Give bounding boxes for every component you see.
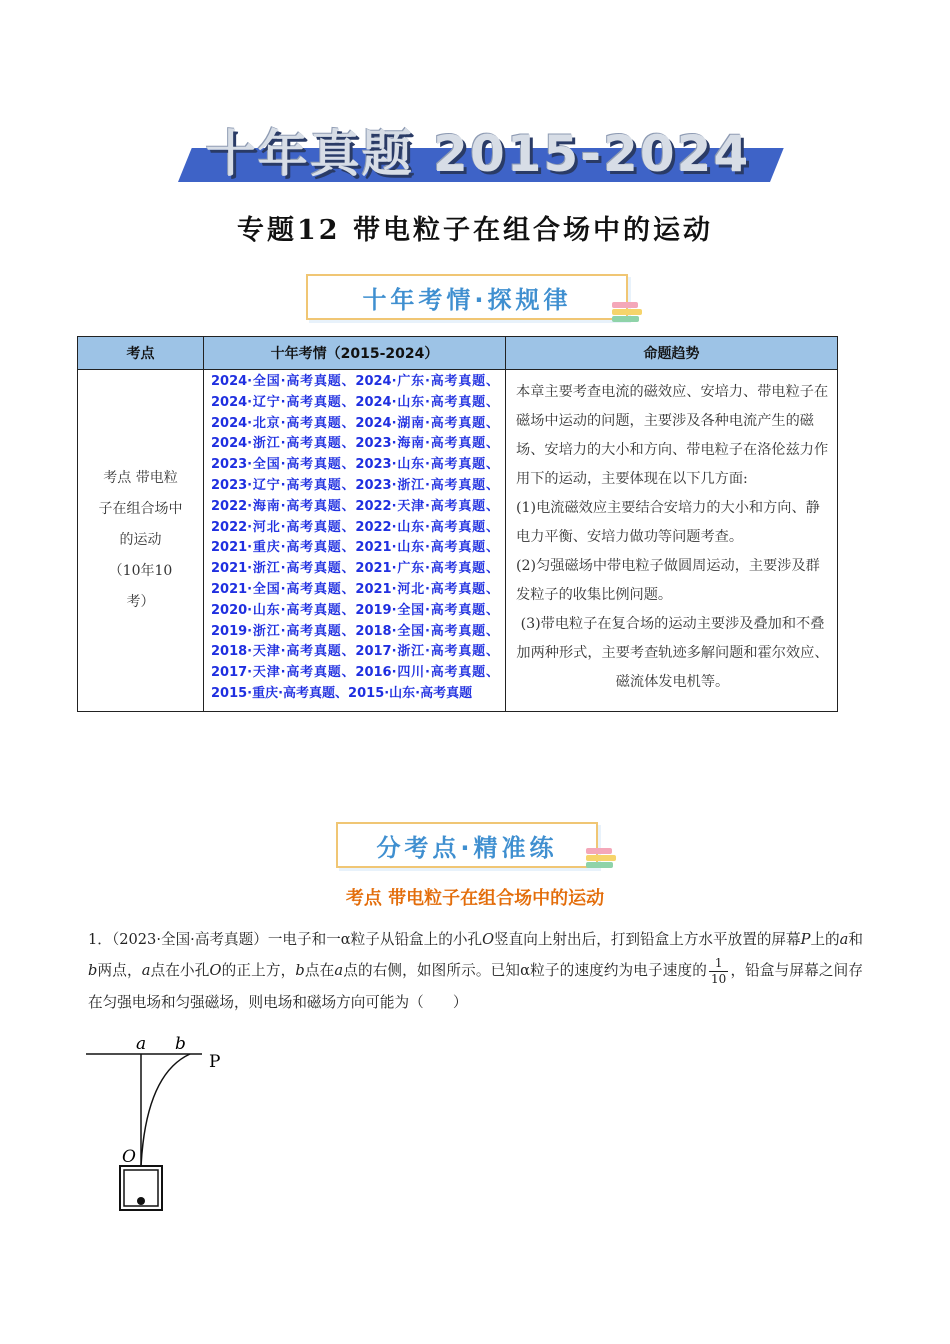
trend-cell bbox=[506, 370, 838, 712]
kaodian-line: 考） bbox=[126, 594, 155, 610]
page-title: 专题12 带电粒子在组合场中的运动 bbox=[237, 215, 713, 246]
books-icon bbox=[612, 302, 642, 324]
kaodian-line: 子在组合场中 bbox=[98, 501, 183, 517]
question-text: 的正上方， bbox=[221, 962, 296, 979]
var-b: b bbox=[88, 962, 98, 979]
table-header-row bbox=[78, 337, 838, 370]
section-heading-trend bbox=[306, 274, 628, 320]
question-text: 和 bbox=[848, 931, 863, 948]
question-1 bbox=[88, 924, 863, 1018]
kaodian-line: 的运动 bbox=[119, 532, 162, 548]
question-text: 点在小孔 bbox=[150, 962, 210, 979]
trend-point-2: (2)匀强磁场中带电粒子做圆周运动，主要涉及群发粒子的收集比例问题。 bbox=[516, 558, 820, 603]
header-kaodian: 考点 bbox=[78, 337, 204, 370]
question-source: （2023·全国·高考真题） bbox=[111, 931, 268, 948]
question-figure bbox=[84, 1034, 234, 1219]
var-b: b bbox=[295, 962, 305, 979]
question-text: 两点， bbox=[97, 962, 142, 979]
label-a: a bbox=[136, 1034, 147, 1054]
label-p: P bbox=[209, 1052, 221, 1072]
table-row bbox=[78, 370, 838, 712]
header-trend: 命题趋势 bbox=[506, 337, 838, 370]
fraction-denominator: 10 bbox=[711, 971, 727, 986]
kaodian-line: 考点 带电粒 bbox=[103, 470, 178, 486]
question-number: 1． bbox=[88, 931, 112, 948]
var-a: a bbox=[839, 931, 849, 948]
question-text: 点的右侧，如图所示。已知α粒子的速度约为电子速度的 bbox=[343, 962, 708, 979]
var-p: P bbox=[800, 931, 811, 948]
question-text: 一电子和一α粒子从铅盒上的小孔 bbox=[267, 931, 483, 948]
trend-intro: 本章主要考查电流的磁效应、安培力、带电粒子在磁场中运动的问题，主要涉及各种电流产生的磁场、安培力的大小和方向、带电粒子在洛伦兹力作用下的运动，主要体现在以下几方面: bbox=[516, 384, 829, 487]
banner-text: 十年真题 2015-2024 bbox=[205, 125, 751, 183]
banner bbox=[178, 112, 778, 186]
years-cell: 2024·全国·高考真题、2024·广东·高考真题、2024·辽宁·高考真题、2024·山东·高考真题、2024·北京·高考真题、2024·湖南·高考真题、2024·浙江·高考真题、2023·海南·高考真题、2023·全国·高考真题、2023·山东·高考真题、2023·辽宁·高考真题、2023·浙江·高考真题、2022·海南·高考真题、2022·天津·高考真题、2022·河北·高考真题、2022·山东·高考真题、2021·重庆·高考真题、2021·山东·高考真题、2021·浙江·高考真题、2021·广东·高考真题、2021·全国·高考真题、2021·河北·高考真题、2020·山东·高考真题、2019·全国·高考真题、2019·浙江·高考真题、2018·全国·高考真题、2018·天津·高考真题、2017·浙江·高考真题、2017·天津·高考真题、2016·四川·高考真题、2015·重庆·高考真题、2015·山东·高考真题 bbox=[204, 370, 506, 712]
question-text: 上的 bbox=[810, 931, 840, 948]
kaodian-line: （10年10 bbox=[108, 563, 173, 579]
kaodian-cell bbox=[78, 370, 204, 712]
question-text: ，铅盒与屏幕之间存在匀强电场和匀强磁场，则电场和磁场方向可能为（ ） bbox=[88, 962, 863, 1011]
source-dot bbox=[137, 1197, 145, 1205]
label-b: b bbox=[175, 1034, 186, 1054]
fraction-numerator: 1 bbox=[709, 956, 728, 972]
var-o: O bbox=[482, 931, 495, 948]
section-heading-label: 十年考情·探规律 bbox=[362, 285, 572, 314]
exam-info-table bbox=[77, 336, 838, 712]
topic-heading: 考点 带电粒子在组合场中的运动 bbox=[345, 888, 605, 909]
question-text: 点在 bbox=[304, 962, 335, 979]
section-heading-practice bbox=[336, 822, 598, 868]
trend-point-3: (3)带电粒子在复合场的运动主要涉及叠加和不叠加两种形式，主要考查轨迹多解问题和霍尔效应、磁流体发电机等。 bbox=[516, 616, 829, 690]
trend-point-1: (1)电流磁效应主要结合安培力的大小和方向、静电力平衡、安培力做功等问题考查。 bbox=[516, 500, 820, 545]
books-icon bbox=[586, 848, 616, 870]
var-a: a bbox=[141, 962, 151, 979]
var-a: a bbox=[334, 962, 344, 979]
fraction bbox=[709, 956, 728, 987]
header-years: 十年考情（2015-2024） bbox=[204, 337, 506, 370]
trajectory-b bbox=[141, 1054, 190, 1166]
var-o: O bbox=[209, 962, 222, 979]
label-o: O bbox=[122, 1147, 136, 1167]
question-text: 竖直向上射出后，打到铅盒上方水平放置的屏幕 bbox=[494, 931, 801, 948]
section-heading-label: 分考点·精准练 bbox=[376, 833, 558, 862]
